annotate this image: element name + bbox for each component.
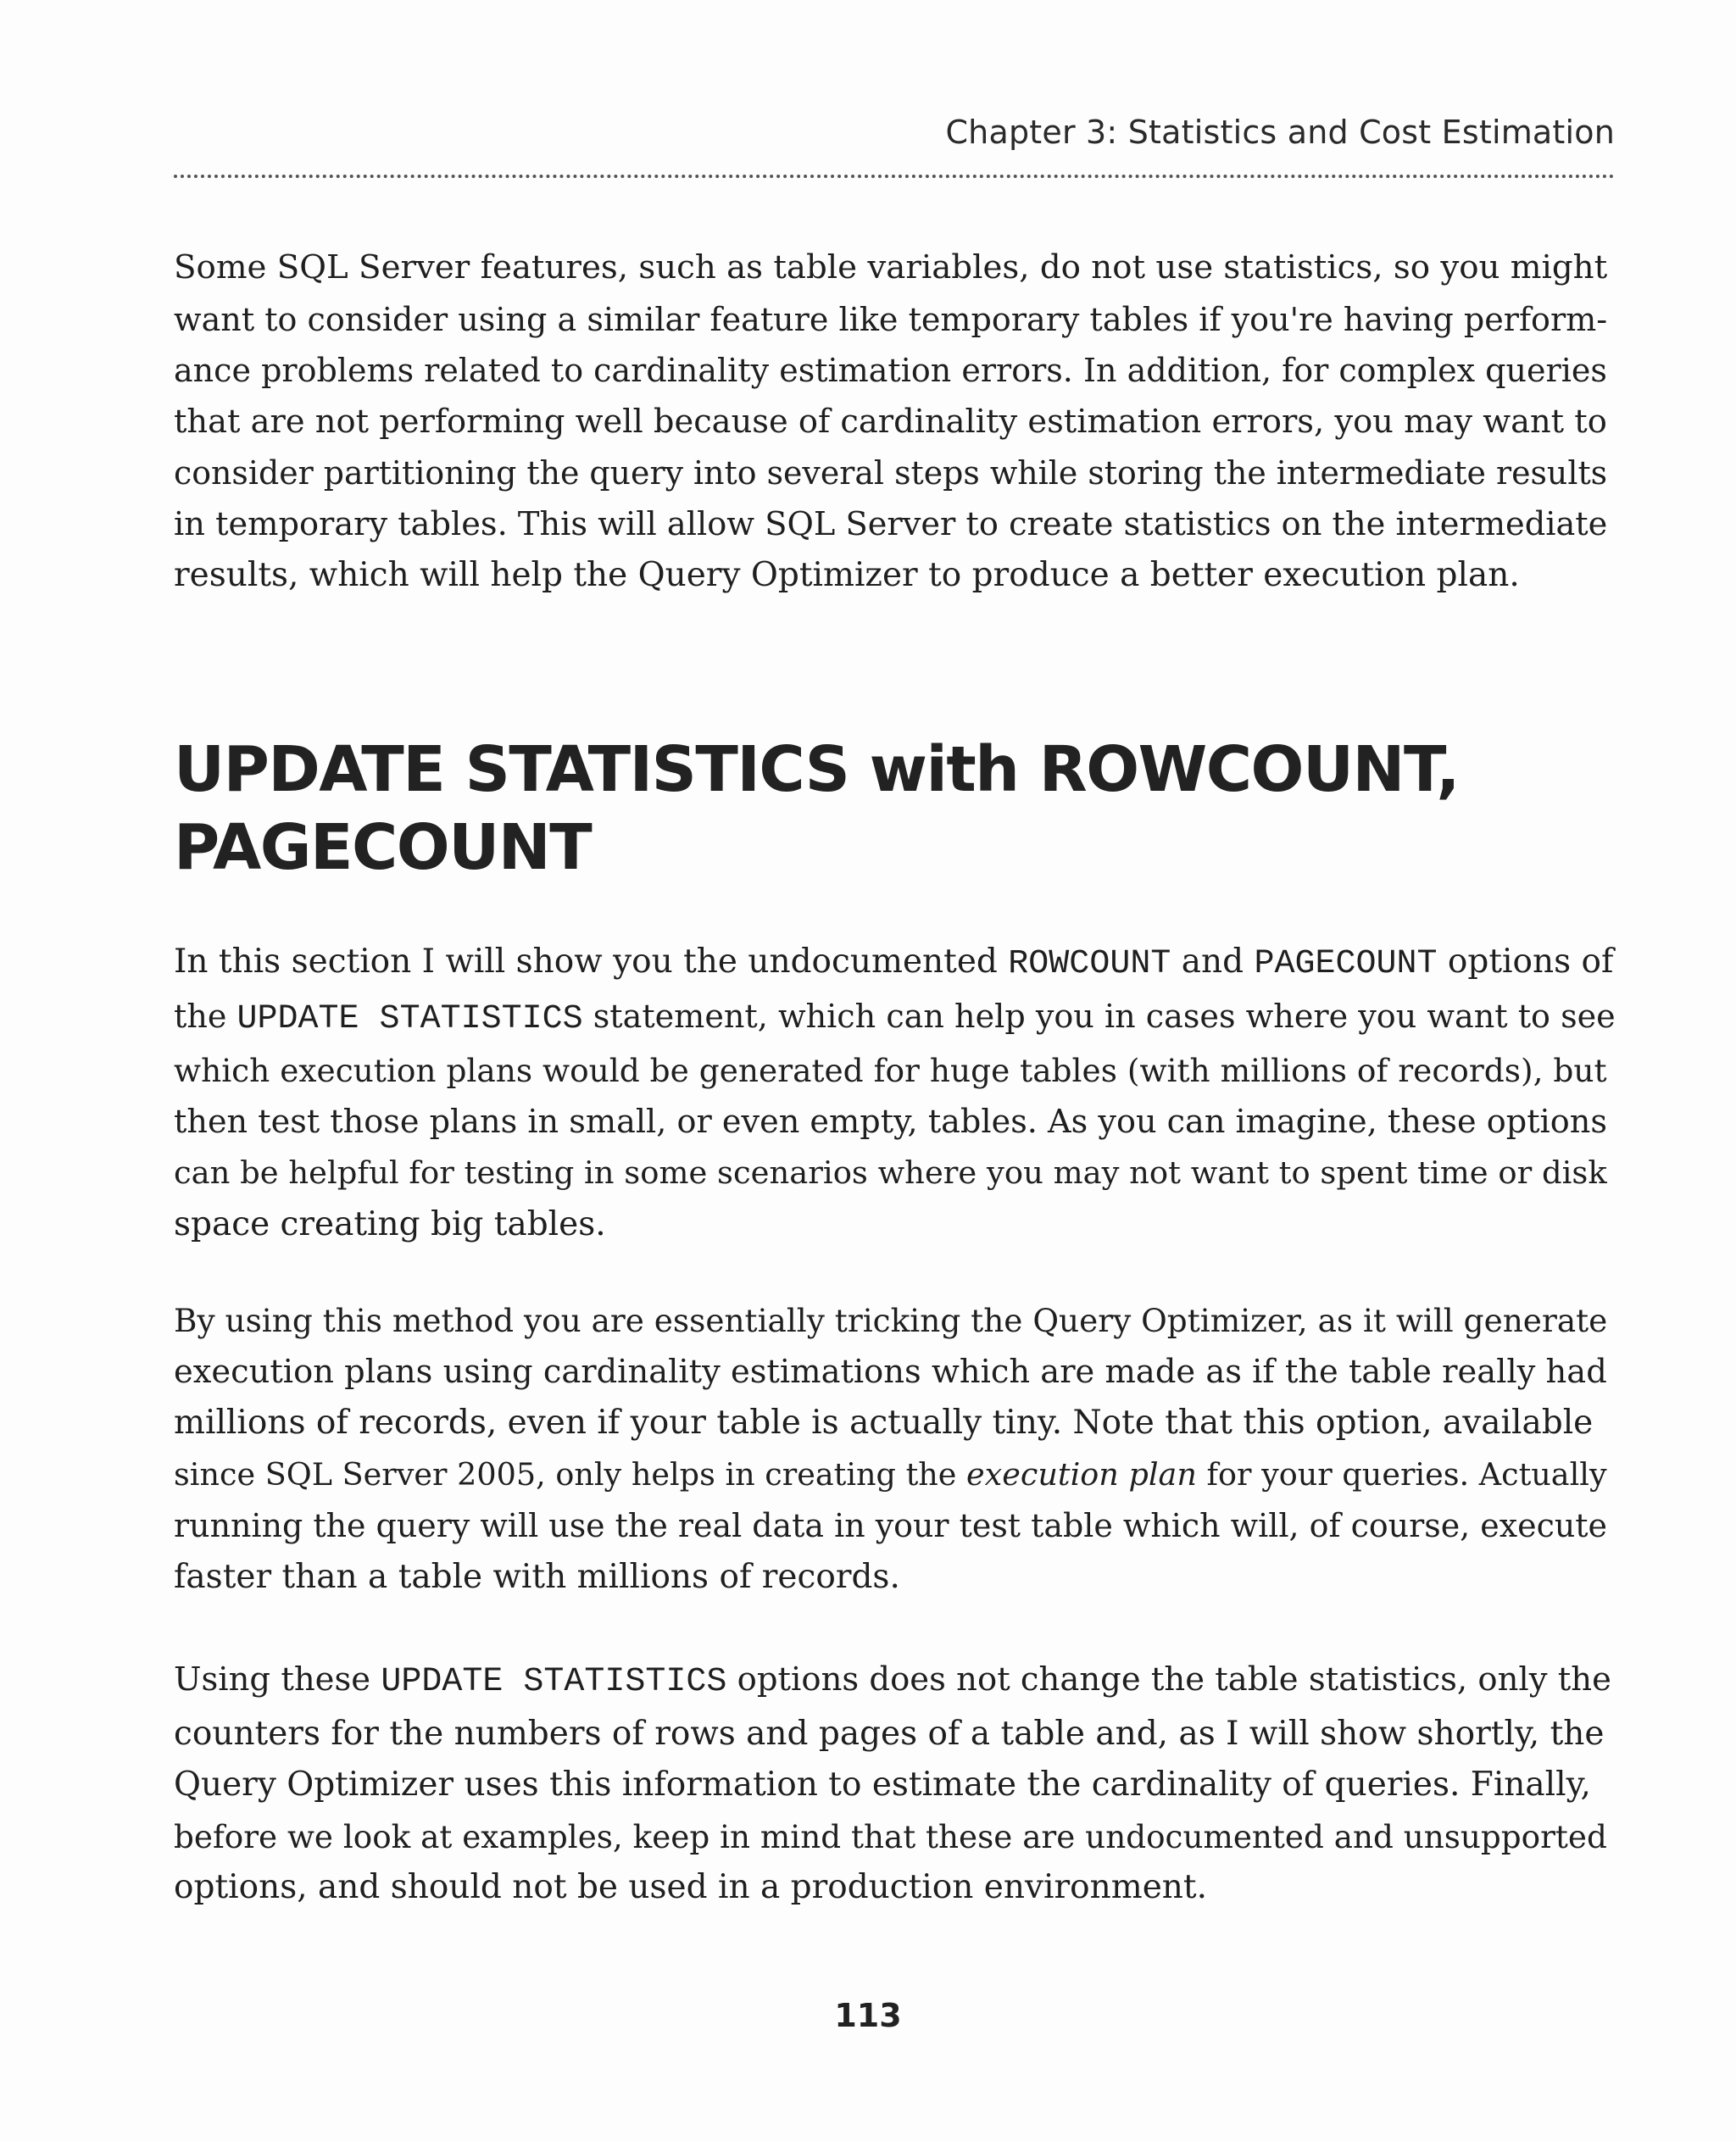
text-line: millions of records, even if your table is actually tiny. Note that this option, available	[174, 1404, 1594, 1442]
section-heading-line: UPDATE STATISTICS with ROWCOUNT,	[174, 733, 1460, 806]
text-line: in temporary tables. This will allow SQL Server to create statistics on the intermediate	[174, 504, 1608, 543]
paragraph-options-warning	[174, 1654, 1615, 1914]
header-dotted-rule	[174, 175, 1615, 178]
emphasis-execution-plan: execution plan	[966, 1455, 1197, 1493]
paragraph-rowcount-pagecount	[174, 937, 1615, 1250]
text-line	[174, 1449, 1615, 1501]
text-line: consider partitioning the query into several steps while storing the intermediate results	[174, 454, 1608, 492]
text-run: since SQL Server 2005, only helps in creating the	[174, 1455, 967, 1493]
text-line: By using this method you are essentially tricking the Query Optimizer, as it will generate	[174, 1302, 1608, 1339]
text-line	[174, 1654, 1615, 1709]
inline-code-update-statistics: UPDATE STATISTICS	[381, 1663, 727, 1701]
text-line: space creating big tables.	[174, 1204, 606, 1243]
inline-code-pagecount: PAGECOUNT	[1254, 945, 1438, 983]
section-heading	[174, 731, 1615, 887]
text-run: for your queries. Actually	[1196, 1455, 1607, 1493]
text-run: options does not change the table statistics, only the	[726, 1660, 1611, 1699]
intro-paragraph	[174, 242, 1615, 602]
text-line: then test those plans in small, or even empty, tables. As you can imagine, these options	[174, 1103, 1607, 1141]
text-line: Some SQL Server features, such as table variables, do not use statistics, so you might	[174, 248, 1608, 286]
text-run: In this section I will show you the undocumented	[174, 943, 1009, 981]
text-line: want to consider using a similar feature like temporary tables if you're having perform-	[174, 300, 1608, 338]
text-run: the	[174, 997, 237, 1035]
text-line: that are not performing well because of cardinality estimation errors, you may want to	[174, 402, 1607, 441]
section-heading-line: PAGECOUNT	[174, 811, 592, 884]
text-run: Using these	[174, 1660, 381, 1699]
text-line: faster than a table with millions of records.	[174, 1557, 900, 1596]
text-line: results, which will help the Query Optimizer to produce a better execution plan.	[174, 556, 1520, 594]
text-line: before we look at examples, keep in mind that these are undocumented and unsupported	[174, 1817, 1607, 1855]
text-line	[174, 991, 1615, 1046]
inline-code-update-statistics: UPDATE STATISTICS	[236, 999, 583, 1038]
text-line: ance problems related to cardinality estimation errors. In addition, for complex queries	[174, 352, 1607, 389]
text-run: and	[1171, 943, 1255, 981]
text-run: statement, which can help you in cases where you want to see	[582, 997, 1616, 1035]
text-line	[174, 937, 1615, 991]
text-run: options of	[1437, 943, 1614, 981]
text-line: running the query will use the real data in your test table which will, of course, execute	[174, 1507, 1607, 1544]
paragraph-tricking-optimizer	[174, 1295, 1615, 1603]
text-line: can be helpful for testing in some scenarios where you may not want to spent time or disk	[174, 1154, 1607, 1191]
text-line: Query Optimizer uses this information to estimate the cardinality of queries. Finally,	[174, 1766, 1591, 1804]
text-line: execution plans using cardinality estimations which are made as if the table really had	[174, 1352, 1607, 1391]
page-number: 113	[834, 1997, 902, 2034]
text-line: counters for the numbers of rows and pages of a table and, as I will show shortly, the	[174, 1714, 1605, 1753]
running-header: Chapter 3: Statistics and Cost Estimation	[945, 114, 1615, 151]
inline-code-rowcount: ROWCOUNT	[1008, 945, 1171, 983]
text-line: which execution plans would be generated for huge tables (with millions of records), but	[174, 1052, 1607, 1089]
text-line: options, and should not be used in a production environment.	[174, 1868, 1207, 1906]
